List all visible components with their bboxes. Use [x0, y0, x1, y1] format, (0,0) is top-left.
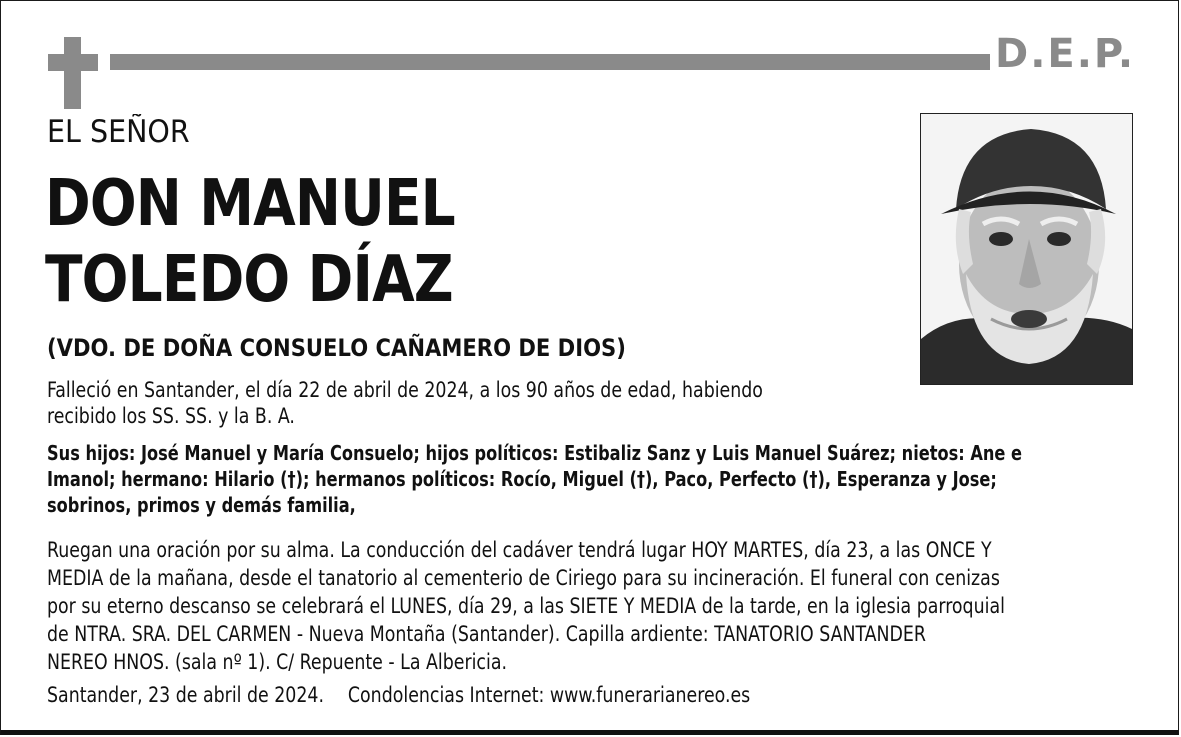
family-line1: Sus hijos: José Manuel y María Consuelo; hijos políticos: Estibaliz Sanz y Luis Manuel Suárez; nietos: Ane e	[47, 441, 1023, 465]
service-line4: de NTRA. SRA. DEL CARMEN - Nueva Montaña (Santander). Capilla ardiente: TANATORIO SANTANDER	[47, 622, 926, 646]
cross-vertical-bar	[64, 37, 81, 109]
header-rule	[110, 54, 990, 70]
footer-place-date: Santander, 23 de abril de 2024.	[47, 683, 324, 707]
portrait-photo	[920, 113, 1133, 385]
deceased-name	[45, 166, 455, 318]
family-list	[47, 440, 1022, 518]
title-prefix: EL SEÑOR	[47, 114, 190, 150]
deceased-name-line2: TOLEDO DÍAZ	[45, 243, 453, 317]
service-line5: NEREO HNOS. (sala nº 1). C/ Repuente - La Albericia.	[47, 650, 507, 674]
death-notice-line2: recibido los SS. SS. y la B. A.	[47, 404, 295, 428]
service-line2: MEDIA de la mañana, desde el tanatorio al cementerio de Ciriego para su incineración. El funeral con cenizas	[47, 566, 1000, 590]
widower-of: (VDO. DE DOÑA CONSUELO CAÑAMERO DE DIOS)	[47, 334, 626, 362]
portrait-illustration	[921, 114, 1132, 384]
deceased-name-line1: DON MANUEL	[45, 167, 455, 241]
cross-horizontal-bar	[48, 54, 98, 71]
service-line1: Ruegan una oración por su alma. La conducción del cadáver tendrá lugar HOY MARTES, día 23, a las ONCE Y	[47, 538, 992, 562]
death-notice	[47, 377, 763, 429]
service-details	[47, 536, 1005, 676]
family-line2: Imanol; hermano: Hilario (†); hermanos políticos: Rocío, Miguel (†), Paco, Perfecto (†), Esperanza y Jose;	[47, 467, 997, 491]
family-line3: sobrinos, primos y demás familia,	[47, 493, 356, 517]
service-line3: por su eterno descanso se celebrará el LUNES, día 29, a las SIETE Y MEDIA de la tarde, en la iglesia parroquial	[47, 594, 1005, 618]
footer	[47, 682, 750, 708]
dep-heading: D.E.P.	[995, 31, 1136, 77]
death-notice-line1: Falleció en Santander, el día 22 de abril de 2024, a los 90 años de edad, habiendo	[47, 378, 763, 402]
footer-condolences: Condolencias Internet: www.funerarianereo.es	[347, 683, 751, 707]
